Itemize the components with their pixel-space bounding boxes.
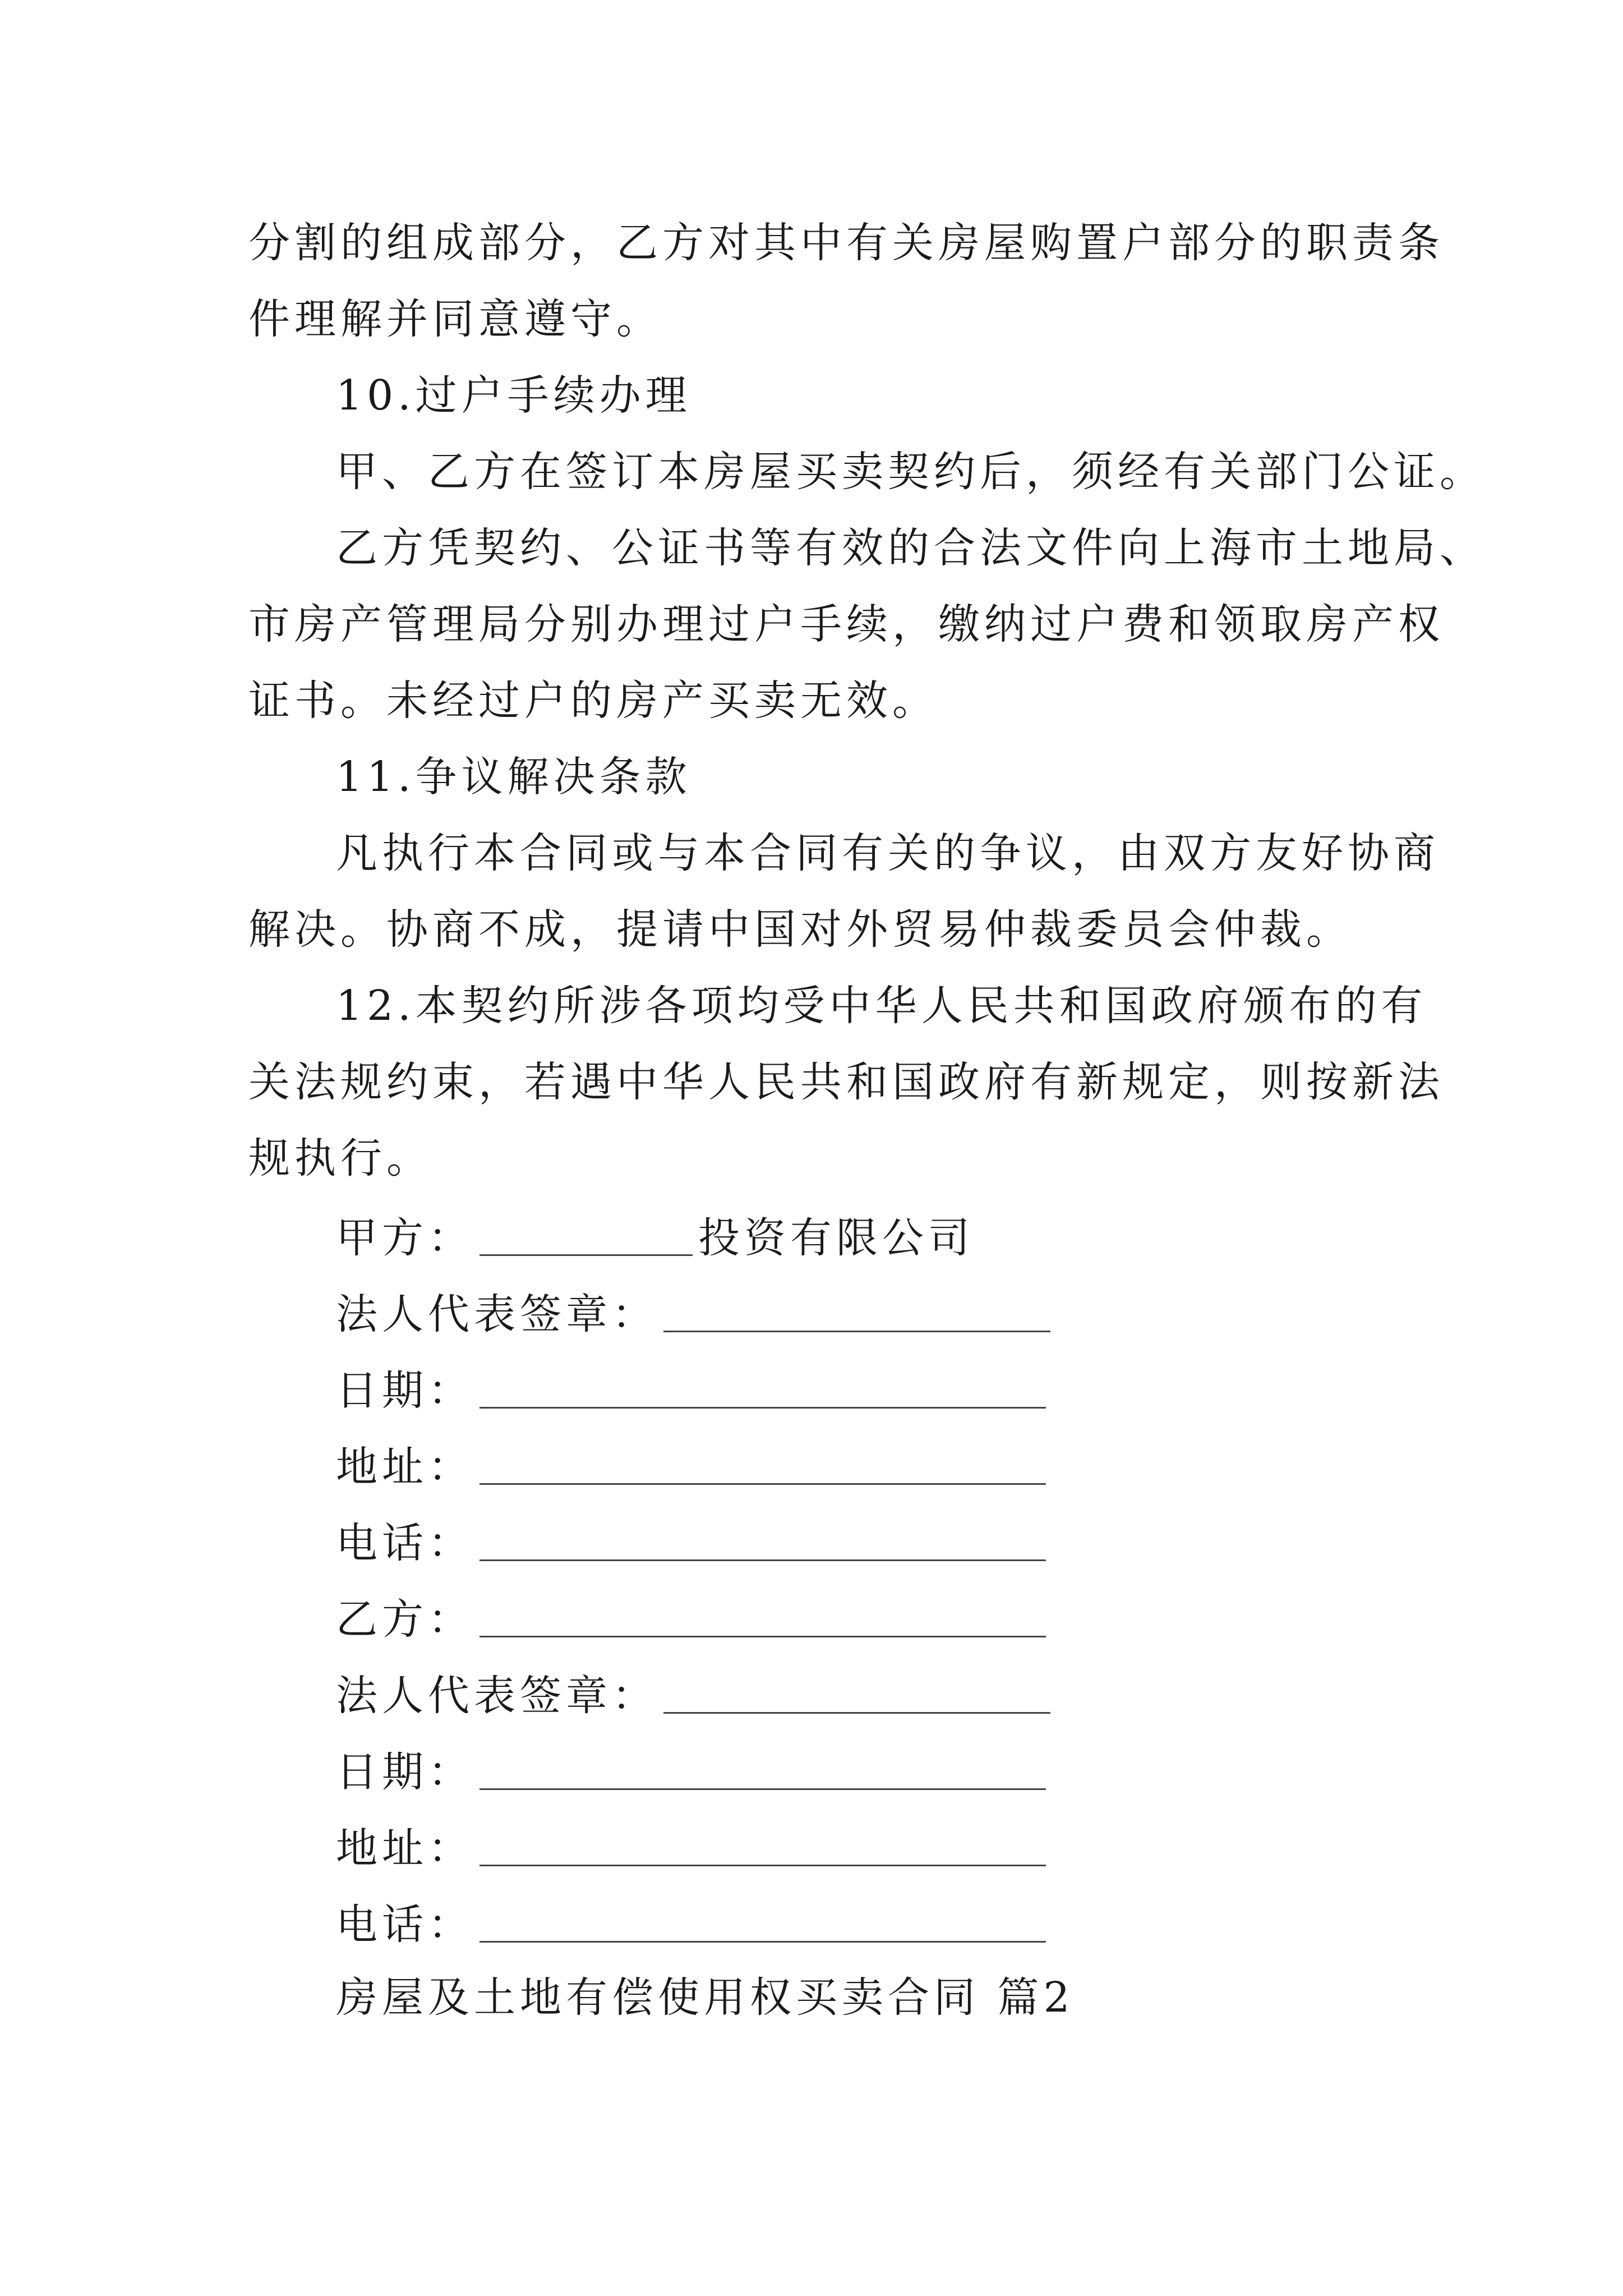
paragraph-line: 甲、乙方在签订本房屋买卖契约后，须经有关部门公证。	[336, 448, 1486, 496]
party-a-phone-row	[248, 1502, 1381, 1578]
next-contract-title: 房屋及土地有偿使用权买卖合同 篇2	[336, 1973, 1075, 2022]
paragraph-line: 乙方凭契约、公证书等有效的合法文件向上海市土地局、	[336, 524, 1486, 572]
party-b-rep-label: 法人代表签章：	[336, 1672, 658, 1720]
paragraph-line: 凡执行本合同或与本合同有关的争议，由双方友好协商	[336, 829, 1440, 877]
party-a-rep-blank[interactable]	[663, 1290, 1050, 1332]
section-heading-10: 10.过户手续办理	[336, 371, 691, 420]
party-a-phone-label: 电话：	[336, 1519, 474, 1567]
party-a-rep-row	[248, 1273, 1381, 1349]
party-a-address-label: 地址：	[336, 1443, 474, 1491]
party-b-phone-blank[interactable]	[479, 1901, 1046, 1943]
party-a-phone-blank[interactable]	[479, 1519, 1046, 1561]
party-b-label: 乙方：	[336, 1595, 474, 1644]
document-body	[248, 205, 1486, 2036]
paragraph-line: 规执行。	[248, 1134, 432, 1182]
party-b-date-row	[248, 1731, 1381, 1807]
party-b-rep-blank[interactable]	[663, 1672, 1050, 1714]
party-a-address-blank[interactable]	[479, 1443, 1046, 1485]
party-a-date-label: 日期：	[336, 1366, 474, 1415]
party-a-suffix: 投资有限公司	[698, 1214, 974, 1262]
party-a-row	[248, 1197, 1381, 1273]
party-a-rep-label: 法人代表签章：	[336, 1290, 658, 1338]
paragraph-line: 关法规约束，若遇中华人民共和国政府有新规定，则按新法	[248, 1058, 1444, 1106]
party-b-date-blank[interactable]	[479, 1748, 1046, 1790]
party-b-address-label: 地址：	[336, 1824, 474, 1872]
section-heading-11: 11.争议解决条款	[336, 753, 691, 801]
party-a-name-blank[interactable]	[479, 1214, 693, 1256]
party-b-date-label: 日期：	[336, 1748, 474, 1796]
party-b-row	[248, 1578, 1381, 1654]
party-a-date-row	[248, 1349, 1381, 1425]
paragraph-line: 市房产管理局分别办理过户手续，缴纳过户费和领取房产权	[248, 600, 1444, 648]
paragraph-line: 证书。未经过户的房产买卖无效。	[248, 677, 938, 725]
section-heading-12: 12.本契约所涉各项均受中华人民共和国政府颁布的有	[336, 982, 1427, 1030]
paragraph-line: 分割的组成部分，乙方对其中有关房屋购置户部分的职责条	[248, 219, 1444, 267]
party-b-address-blank[interactable]	[479, 1824, 1046, 1866]
party-a-address-row	[248, 1425, 1381, 1502]
party-b-phone-row	[248, 1883, 1381, 1959]
party-b-rep-row	[248, 1654, 1381, 1731]
party-b-address-row	[248, 1807, 1381, 1883]
party-b-phone-label: 电话：	[336, 1901, 474, 1949]
paragraph-line: 件理解并同意遵守。	[248, 295, 662, 343]
party-a-date-blank[interactable]	[479, 1366, 1046, 1409]
party-a-label: 甲方：	[336, 1214, 474, 1262]
paragraph-line: 解决。协商不成，提请中国对外贸易仲裁委员会仲裁。	[248, 905, 1352, 954]
party-b-name-blank[interactable]	[479, 1595, 1046, 1637]
